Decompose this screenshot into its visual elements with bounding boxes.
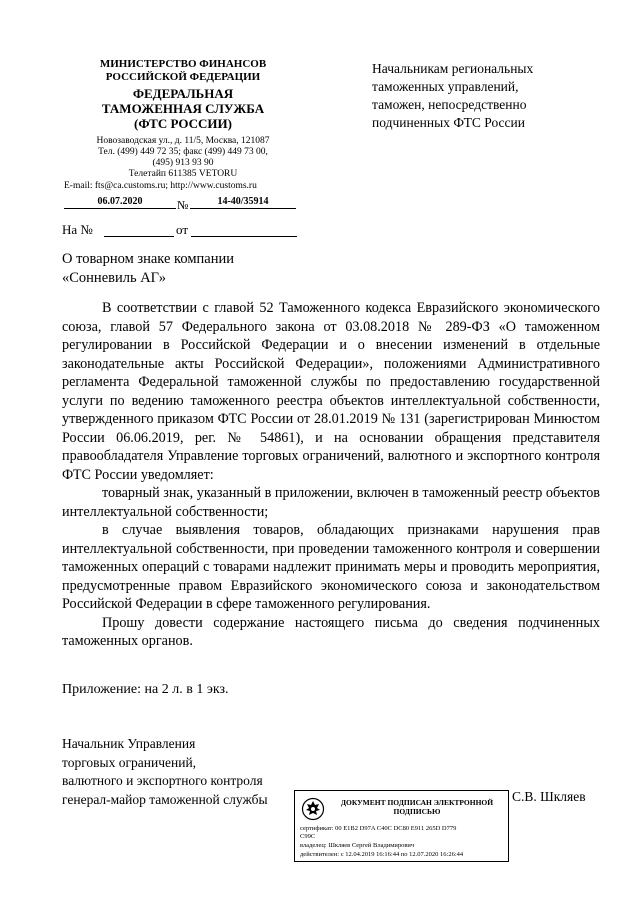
signer-name: С.В. Шкляев [512, 789, 586, 804]
stamp-title-line: ДОКУМЕНТ ПОДПИСАН ЭЛЕКТРОННОЙ [340, 798, 494, 807]
reference-date-blank [191, 236, 297, 237]
signature-block [62, 735, 302, 809]
body-paragraph: В соответствии с главой 52 Таможенного кодекса Евразийского экономического союза, главой 57 Федерального закона от 03.08.2018 № 289-ФЗ «О таможенном регулировании в Российской Федерации и о внесении изменений в отдельные законодательные акты Российской Федерации», положениями Административного регламента Федеральной таможенной службы по предоставлению государственной услуги по ведению таможенного реестра объектов интеллектуальной собственности, утвержденного приказом ФТС России от 28.01.2019 № 131 (зарегистрирован Минюстом России 06.06.2019, рег. № 54861), и на основании обращения представителя правообладателя Управление торговых ограничений, валютного и экспортного контроля ФТС России уведомляет: [62, 300, 600, 483]
document-date: 06.07.2020 [64, 196, 176, 209]
addressee-line: Начальникам региональных [372, 61, 534, 76]
stamp-owner: владелец: Шкляев Сергей Владимирович [300, 842, 415, 849]
number-sign: № [177, 198, 189, 212]
letterhead-address [60, 136, 306, 180]
appendix-note: Приложение: на 2 л. в 1 экз. [62, 682, 229, 697]
service-line: (ФТС РОССИИ) [134, 116, 232, 131]
address-line: Тел. (499) 449 72 35; факс (499) 449 73 00, [98, 147, 268, 157]
stamp-validity: действителен: с 12.04.2019 16:16:44 по 12.07.2020 16:26:44 [300, 851, 464, 858]
service-line: ФЕДЕРАЛЬНАЯ [132, 86, 234, 101]
body-paragraph: товарный знак, указанный в приложении, включен в таможенный реестр объектов интеллектуальной собственности; [62, 485, 600, 520]
reference-number-label: На № [62, 222, 93, 237]
body-paragraph: Прошу довести содержание настоящего письма до сведения подчиненных таможенных органов. [62, 614, 600, 649]
stamp-title-line: ПОДПИСЬЮ [393, 807, 441, 816]
customs-emblem-icon [301, 797, 325, 821]
addressee-line: таможен, непосредственно [372, 97, 527, 112]
reference-date-label: от [176, 222, 189, 237]
signature-line: торговых ограничений, [62, 754, 197, 770]
stamp-title [329, 798, 505, 816]
ministry-line: МИНИСТЕРСТВО ФИНАНСОВ [99, 58, 267, 70]
stamp-certificate-cont: C99C [300, 833, 316, 840]
ministry-name [60, 58, 306, 84]
electronic-signature-stamp [294, 790, 509, 862]
subject-line: О товарном знаке компании [62, 251, 234, 267]
service-name [60, 86, 306, 131]
service-line: ТАМОЖЕННАЯ СЛУЖБА [101, 101, 265, 116]
address-line: (495) 913 93 90 [152, 158, 214, 168]
addressee-line: подчиненных ФТС России [372, 115, 525, 130]
addressee-line: таможенных управлений, [372, 79, 519, 94]
reference-number-blank [104, 236, 174, 237]
document-number: 14-40/35914 [190, 196, 296, 209]
letter-body [62, 299, 600, 651]
addressee-block [372, 60, 612, 132]
subject-block [62, 250, 322, 288]
signature-line: валютного и экспортного контроля [62, 773, 263, 788]
body-paragraph: в случае выявления товаров, обладающих признаками нарушения прав интеллектуальной собственности, при проведении таможенного контроля и совершении таможенных операций с товарами надлежит принимать меры и проводить мероприятия, предусмотренные правом Евразийского экономического союза и законодательством Российской Федерации в сфере таможенного регулирования. [62, 522, 600, 612]
letterhead-email: E-mail: fts@ca.customs.ru; http://www.customs.ru [64, 181, 257, 191]
address-line: Телетайп 611385 VETORU [128, 169, 238, 179]
address-line: Новозаводская ул., д. 11/5, Москва, 121087 [96, 136, 270, 146]
ministry-line: РОССИЙСКОЙ ФЕДЕРАЦИИ [105, 71, 261, 83]
stamp-certificate: сертификат: 00 E1B2 D97A C40C DC80 E911 265D D779 [300, 825, 457, 832]
signature-line: Начальник Управления [62, 736, 196, 751]
subject-line: «Сонневиль АГ» [62, 270, 166, 286]
signature-line: генерал-майор таможенной службы [62, 791, 268, 807]
